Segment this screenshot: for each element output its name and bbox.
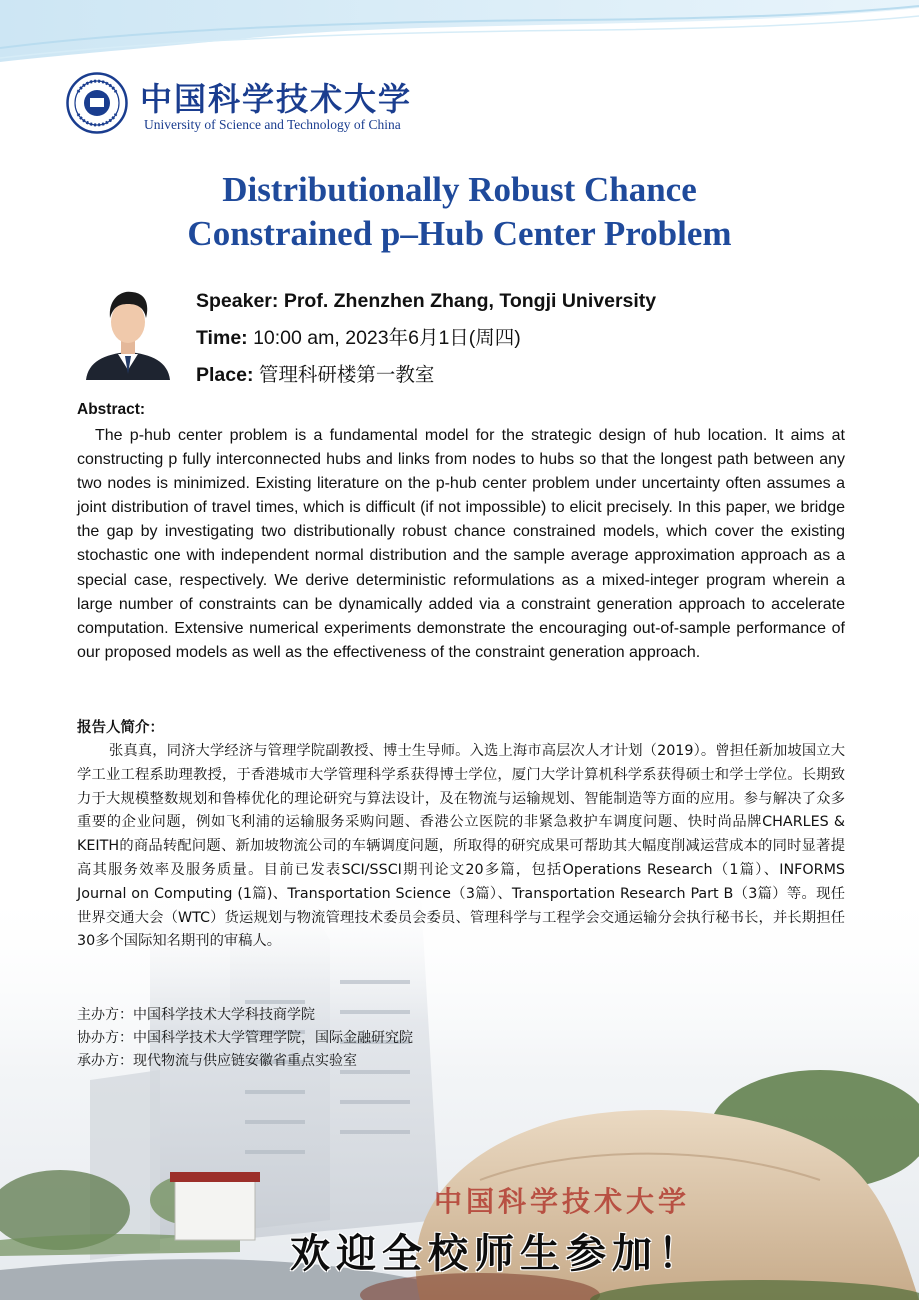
university-name-cn: 中国科学技术大学 bbox=[140, 80, 413, 118]
place-value: 管理科研楼第一教室 bbox=[258, 364, 435, 386]
bio-heading: 报告人简介： bbox=[77, 720, 164, 736]
organizer-cohost: 协办方：中国科学技术大学管理学院，国际金融研究院 bbox=[77, 1030, 413, 1046]
organizer-host: 主办方：中国科学技术大学科技商学院 bbox=[77, 1007, 315, 1023]
talk-title-line-1: Distributionally Robust Chance bbox=[222, 170, 697, 209]
speaker-line bbox=[196, 283, 656, 320]
top-wave-decoration bbox=[0, 0, 919, 70]
speaker-photo bbox=[78, 284, 178, 380]
time-line bbox=[196, 320, 656, 357]
university-logo bbox=[66, 72, 466, 134]
welcome-slogan: 欢迎全校师生参加！ bbox=[290, 1230, 704, 1277]
abstract-text: The p-hub center problem is a fundamental model for the strategic design of hub location. It aims at constructing p fully interconnected hubs and links from nodes to hubs so that the longest path between any two nodes is minimized. Existing literature on the p-hub center problem under uncertainty often assumes a joint distribution of travel times, which is difficult (if not impossible) to elicit precisely. In this paper, we bridge the gap by investigating two distributionally robust chance constrained models, which cover the existing stochastic one with independent normal distribution and the sample average approximation approach as a special case, respectively. We derive deterministic reformulations as a mixed-integer program wherein a large number of constraints can be dynamically added via a constraint generation approach to accelerate computation. Extensive numerical experiments demonstrate the encouraging out-of-sample performance of our proposed models as well as the effectiveness of the constraint generation approach. bbox=[77, 427, 845, 661]
time-label: Time: bbox=[196, 327, 248, 349]
speaker-label: Speaker: bbox=[196, 290, 279, 312]
rock-inscription: 中国科学技术大学 bbox=[434, 1185, 691, 1218]
talk-title-line-2: Constrained p–Hub Center Problem bbox=[187, 214, 732, 253]
talk-info bbox=[196, 283, 656, 394]
place-line bbox=[196, 357, 656, 394]
abstract-heading: Abstract: bbox=[77, 401, 146, 418]
organizer-undertaker: 承办方：现代物流与供应链安徽省重点实验室 bbox=[77, 1053, 357, 1069]
time-value: 10:00 am, 2023年6月1日(周四) bbox=[253, 327, 521, 349]
organizers-list bbox=[77, 1004, 413, 1073]
talk-title bbox=[0, 168, 919, 256]
place-label: Place: bbox=[196, 364, 254, 386]
university-name-en: University of Science and Technology of China bbox=[144, 117, 401, 132]
bio-text: 张真真，同济大学经济与管理学院副教授、博士生导师。入选上海市高层次人才计划（2019）。曾担任新加坡国立大学工业工程系助理教授，于香港城市大学管理科学系获得博士学位，厦门大学计算机科学系获得硕士和学士学位。长期致力于大规模整数规划和鲁棒优化的理论研究与算法设计，及在物流与运输规划、智能制造等方面的应用。参与解决了众多重要的企业问题，例如飞利浦的运输服务采购问题、香港公立医院的非紧急救护车调度问题、快时尚品牌CHARLES & KEITH的商品转配问题、新加坡物流公司的车辆调度问题，所取得的研究成果可帮助其大幅度削减运营成本的同时显著提高其服务效率及服务质量。目前已发表SCI/SSCI期刊论文20多篇，包括Operations Research（1篇）、INFORMS Journal on Computing (1篇)、Transportation Science（3篇）、Transportation Research Part B（3篇）等。现任世界交通大会（WTC）货运规划与物流管理技术委员会委员、管理科学与工程学会交通运输分会执行秘书长，并长期担任30多个国际知名期刊的审稿人。 bbox=[77, 743, 845, 950]
university-seal-icon bbox=[66, 72, 128, 134]
speaker-value: Prof. Zhenzhen Zhang, Tongji University bbox=[283, 290, 657, 312]
